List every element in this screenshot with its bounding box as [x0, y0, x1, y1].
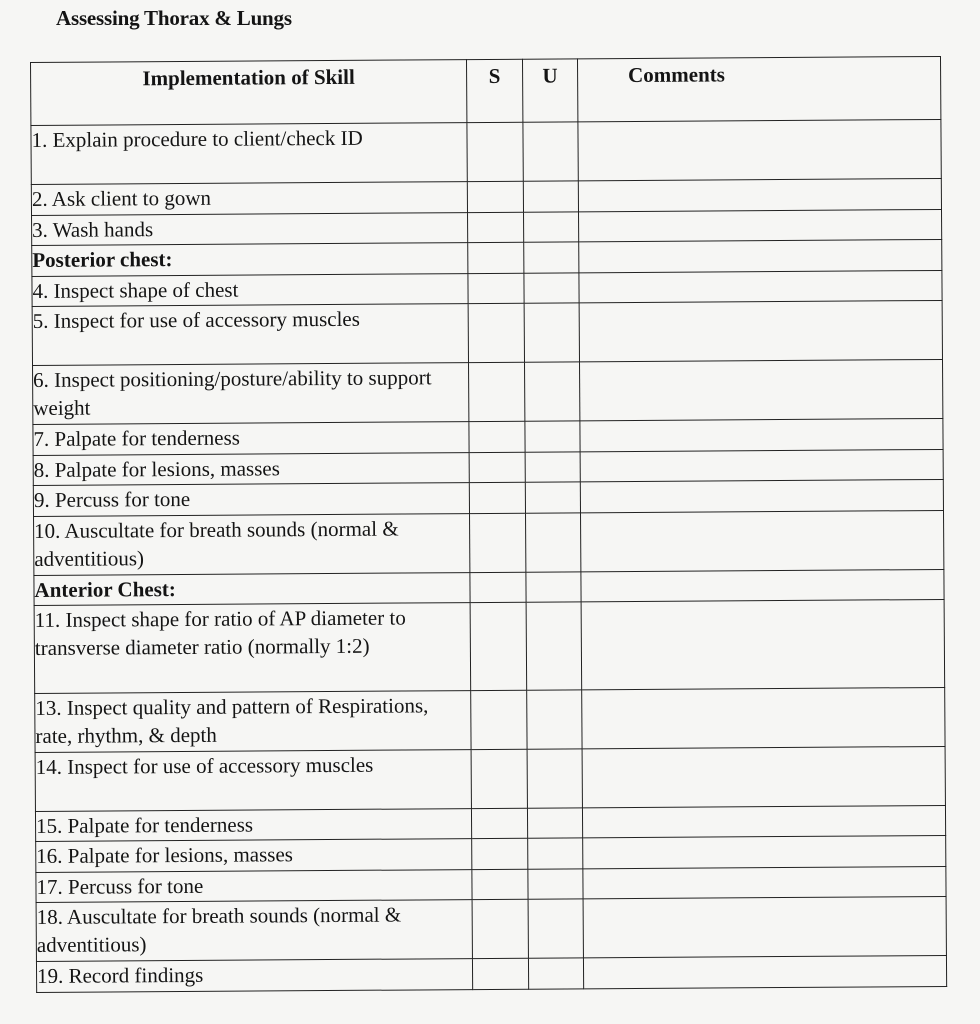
table-row	[36, 896, 946, 961]
u-cell	[528, 958, 583, 989]
comments-cell	[583, 835, 946, 868]
s-cell	[472, 958, 528, 989]
header-satisfactory: S	[466, 59, 522, 122]
u-cell	[527, 689, 582, 748]
s-cell	[467, 181, 523, 212]
comments-cell	[581, 599, 945, 689]
u-cell	[524, 242, 579, 273]
s-cell	[472, 869, 528, 900]
skill-step: 13. Inspect quality and pattern of Respirations, rate, rhythm, & depth	[35, 690, 471, 752]
skill-step: 8. Palpate for lesions, masses	[33, 452, 469, 485]
comments-cell	[580, 359, 943, 420]
skill-step: 9. Percuss for tone	[33, 483, 469, 516]
comments-cell	[578, 119, 941, 180]
comments-cell	[579, 270, 942, 303]
u-cell	[526, 512, 581, 571]
u-cell	[525, 421, 580, 452]
s-cell	[468, 242, 524, 273]
s-cell	[468, 303, 524, 362]
document-title: Assessing Thorax & Lungs	[56, 6, 292, 30]
header-implementation-of-skill: Implementation of Skill	[31, 60, 467, 126]
s-cell	[469, 362, 525, 421]
skill-step: 1. Explain procedure to client/check ID	[31, 123, 467, 185]
table-row	[32, 300, 942, 365]
skill-step: 2. Ask client to gown	[31, 182, 467, 215]
s-cell	[470, 513, 526, 572]
comments-cell	[582, 805, 945, 838]
u-cell	[528, 868, 583, 899]
s-cell	[472, 899, 528, 958]
u-cell	[524, 303, 579, 362]
comments-cell	[582, 687, 945, 748]
u-cell	[523, 122, 578, 181]
skill-step: 3. Wash hands	[32, 212, 468, 245]
table-row	[33, 359, 943, 424]
s-cell	[471, 690, 527, 749]
skill-step: 7. Palpate for tenderness	[33, 422, 469, 455]
comments-cell	[580, 449, 943, 482]
s-cell	[468, 273, 524, 304]
table-header-row	[31, 56, 941, 125]
s-cell	[470, 602, 527, 690]
u-cell	[526, 602, 582, 690]
skill-step: 10. Auscultate for breath sounds (normal & adventitious)	[34, 513, 470, 575]
comments-cell	[581, 569, 944, 602]
skill-step: 14. Inspect for use of accessory muscles	[35, 749, 471, 811]
u-cell	[524, 272, 579, 303]
header-comments: Comments	[577, 56, 940, 121]
skill-step: 17. Percuss for tone	[36, 869, 472, 902]
s-cell	[468, 212, 524, 243]
header-unsatisfactory: U	[522, 59, 577, 122]
comments-cell	[578, 178, 941, 211]
skill-step: 18. Auscultate for breath sounds (normal & adventitious)	[36, 900, 472, 962]
comments-cell	[580, 418, 943, 451]
checklist-rows	[31, 119, 947, 992]
skill-step: 6. Inspect positioning/posture/ability to support weight	[33, 363, 469, 425]
u-cell	[526, 571, 581, 602]
s-cell	[469, 482, 525, 513]
table-row	[36, 955, 946, 992]
s-cell	[471, 749, 527, 808]
skill-step: 5. Inspect for use of accessory muscles	[32, 304, 468, 366]
comments-cell	[583, 866, 946, 899]
comments-cell	[582, 746, 945, 807]
section-heading: Anterior Chest:	[34, 572, 470, 605]
section-heading: Posterior chest:	[32, 243, 468, 276]
s-cell	[467, 122, 523, 181]
s-cell	[469, 421, 525, 452]
skill-step: 4. Inspect shape of chest	[32, 273, 468, 306]
u-cell	[524, 211, 579, 242]
u-cell	[525, 362, 580, 421]
s-cell	[472, 838, 528, 869]
s-cell	[469, 452, 525, 483]
comments-cell	[579, 239, 942, 272]
u-cell	[523, 181, 578, 212]
comments-cell	[579, 209, 942, 242]
table-row	[34, 510, 944, 575]
s-cell	[471, 808, 527, 839]
skill-step: 11. Inspect shape for ratio of AP diameter to transverse diameter ratio (normally 1:2)	[34, 603, 471, 693]
s-cell	[470, 572, 526, 603]
skills-checklist-table	[30, 56, 947, 993]
table-row	[31, 119, 941, 184]
comments-cell	[583, 955, 946, 988]
u-cell	[527, 807, 582, 838]
u-cell	[528, 899, 583, 958]
table-row	[35, 746, 945, 811]
table-row	[34, 599, 945, 693]
comments-cell	[580, 479, 943, 512]
skill-step: 16. Palpate for lesions, masses	[36, 839, 472, 872]
comments-cell	[579, 300, 942, 361]
comments-cell	[583, 896, 946, 957]
u-cell	[525, 482, 580, 513]
skill-step: 15. Palpate for tenderness	[35, 808, 471, 841]
skill-step: 19. Record findings	[36, 959, 472, 992]
comments-cell	[580, 510, 943, 571]
table-row	[35, 687, 945, 752]
u-cell	[525, 451, 580, 482]
u-cell	[528, 838, 583, 869]
u-cell	[527, 748, 582, 807]
